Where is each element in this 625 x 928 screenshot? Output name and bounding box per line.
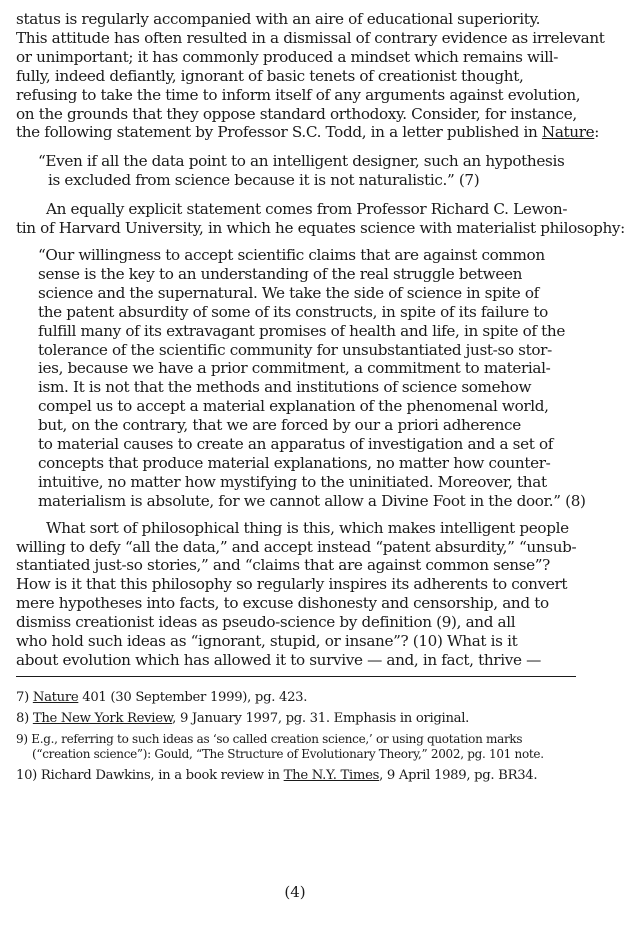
quote-line: tolerance of the scientific community for unsubstantiated just-so stor- bbox=[38, 340, 552, 359]
footnotes bbox=[16, 687, 576, 786]
quote-line: fulfill many of its extravagant promises of health and life, in spite of the bbox=[38, 321, 565, 340]
quote-line: ies, because we have a prior commitment, a commitment to material- bbox=[38, 359, 551, 378]
footnote-10 bbox=[16, 765, 576, 786]
footnote-text: , 9 April 1989, pg. BR34. bbox=[379, 767, 538, 783]
footnote-text: 10) Richard Dawkins, in a book review in bbox=[16, 767, 284, 783]
journal-title: Nature bbox=[541, 123, 595, 142]
text-line: who hold such ideas as “ignorant, stupid, or insane”? (10) What is it bbox=[16, 632, 518, 651]
newspaper-title: The N.Y. Times bbox=[283, 767, 380, 783]
page-number: (4) bbox=[284, 883, 306, 901]
footnote-divider bbox=[16, 676, 576, 677]
quote-line: ism. It is not that the methods and institutions of science somehow bbox=[38, 378, 532, 397]
footnote-number: 7) bbox=[16, 689, 33, 705]
text-line: or unimportant; it has commonly produced a mindset which remains will- bbox=[16, 47, 559, 66]
paragraph-3 bbox=[16, 519, 576, 670]
paragraph-2 bbox=[16, 200, 625, 238]
text-line: An equally explicit statement comes from Professor Richard C. Lewon- bbox=[46, 200, 568, 219]
text-line: What sort of philosophical thing is this, which makes intelligent people bbox=[46, 518, 569, 537]
quote-line: science and the supernatural. We take the side of science in spite of bbox=[38, 283, 539, 302]
quote-line: intuitive, no matter how mystifying to the uninitiated. Moreover, that bbox=[38, 472, 547, 491]
quote-line: “Our willingness to accept scientific claims that are against common bbox=[38, 245, 545, 264]
blockquote-lewontin bbox=[16, 245, 586, 511]
text-line: stantiated just-so stories,” and “claims that are against common sense”? bbox=[16, 556, 550, 575]
text-line: This attitude has often resulted in a dismissal of contrary evidence as irrelevant bbox=[16, 28, 605, 47]
quote-line: but, on the contrary, that we are forced by our a priori adherence bbox=[38, 416, 521, 435]
quote-line: to material causes to create an apparatus of investigation and a set of bbox=[38, 435, 554, 454]
quote-line: concepts that produce material explanations, no matter how counter- bbox=[38, 453, 551, 472]
text-span: the following statement by Professor S.C. Todd, in a letter published in bbox=[16, 123, 542, 142]
journal-title: The New York Review bbox=[32, 710, 173, 726]
footnote-8 bbox=[16, 708, 576, 729]
quote-line: sense is the key to an understanding of the real struggle between bbox=[38, 264, 523, 283]
text-line bbox=[16, 123, 600, 142]
text-line: fully, indeed defiantly, ignorant of basic tenets of creationist thought, bbox=[16, 66, 524, 85]
text-line: on the grounds that they oppose standard orthodoxy. Consider, for instance, bbox=[16, 104, 577, 123]
footnote-number: 8) bbox=[16, 710, 33, 726]
quote-line: is excluded from science because it is not naturalistic.” (7) bbox=[48, 171, 480, 190]
text-line: willing to defy “all the data,” and accept instead “patent absurdity,” “unsub- bbox=[16, 537, 577, 556]
footnote-9-continued: (“creation science”): Gould, “The Structure of Evolutionary Theory,” 2002, pg. 101 note. bbox=[32, 746, 544, 761]
quote-line: compel us to accept a material explanation of the phenomenal world, bbox=[38, 397, 549, 416]
text-span: : bbox=[594, 123, 600, 142]
footnote-text: 401 (30 September 1999), pg. 423. bbox=[78, 689, 308, 705]
text-line: refusing to take the time to inform itself of any arguments against evolution, bbox=[16, 85, 581, 104]
text-line: dismiss creationist ideas as pseudo-science by definition (9), and all bbox=[16, 613, 516, 632]
footnote-7 bbox=[16, 687, 576, 708]
paragraph-1 bbox=[16, 10, 605, 142]
quote-line: the patent absurdity of some of its constructs, in spite of its failure to bbox=[38, 302, 548, 321]
blockquote-todd bbox=[16, 152, 576, 190]
text-line: status is regularly accompanied with an aire of educational superiority. bbox=[16, 10, 541, 28]
text-line: mere hypotheses into facts, to excuse dishonesty and censorship, and to bbox=[16, 594, 549, 613]
footnote-9: 9) E.g., referring to such ideas as ‘so called creation science,’ or using quotation marks bbox=[16, 731, 523, 746]
journal-title: Nature bbox=[32, 689, 79, 705]
text-line: about evolution which has allowed it to survive — and, in fact, thrive — bbox=[16, 651, 541, 669]
quote-line: “Even if all the data point to an intelligent designer, such an hypothesis bbox=[38, 152, 565, 171]
footnote-text: , 9 January 1997, pg. 31. Emphasis in original. bbox=[172, 710, 470, 726]
text-line: tin of Harvard University, in which he equates science with materialist philosophy: bbox=[16, 219, 625, 238]
quote-line: materialism is absolute, for we cannot allow a Divine Foot in the door.” (8) bbox=[38, 491, 586, 510]
text-line: How is it that this philosophy so regularly inspires its adherents to convert bbox=[16, 575, 568, 594]
